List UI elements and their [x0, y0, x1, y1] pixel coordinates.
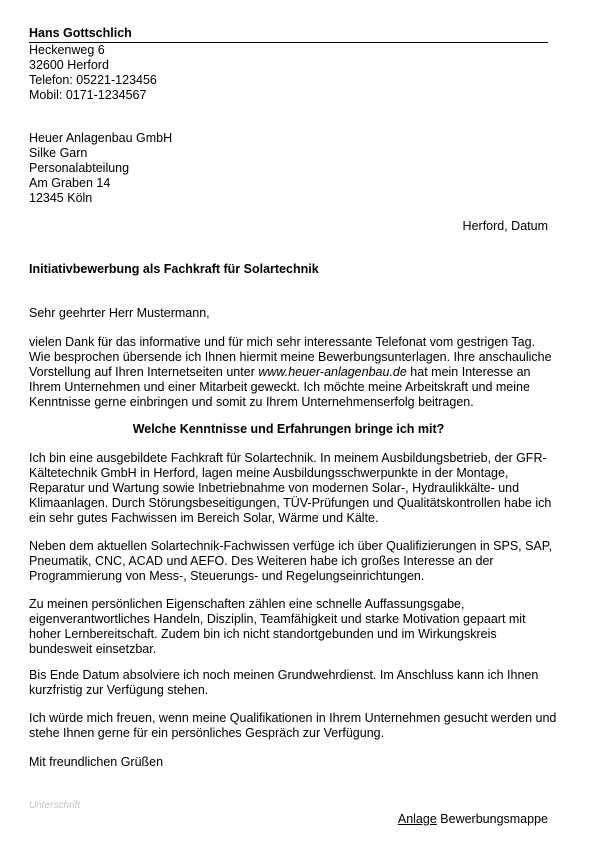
- recipient-contact: Silke Garn: [29, 146, 88, 160]
- place-date: Herford, Datum: [462, 219, 548, 233]
- paragraph-additional-skills: Neben dem aktuellen Solartechnik-Fachwissen verfüge ich über Qualifizierungen in SPS, SAP, Pneumatik, CNC, ACAD und AEFO. Des Weiteren habe ich großes Interesse an der Programmierung von Mess-, Steuerungs- und Regelungseinrichtungen.: [29, 539, 552, 583]
- company-website-link: www.heuer-anlagenbau.de: [258, 365, 407, 379]
- letter-subject: Initiativbewerbung als Fachkraft für Solartechnik: [29, 262, 319, 276]
- sender-address: [29, 43, 157, 103]
- paragraph-qualifications: Ich bin eine ausgebildete Fachkraft für Solartechnik. In meinem Ausbildungsbetrieb, der GFR-Kältetechnik GmbH in Herford, lagen meine Ausbildungsschwerpunkte in der Montage, Reparatur und Wartung sowie Inbetriebnahme von modernen Solar-, Hydraulikkälte- und Klimaanlagen. Durch Störungsbeseitigungen, TÜV-Prüfungen und Qualitätskontrollen habe ich ein sehr gutes Fachwissen im Bereich Solar, Wärme und Kälte.: [29, 451, 552, 525]
- attachment-label: Anlage: [397, 812, 437, 826]
- sender-street: Heckenweg 6: [29, 43, 105, 57]
- attachment-item: Bewerbungsmappe: [440, 812, 548, 826]
- sender-mobile: Mobil: 0171-1234567: [29, 88, 147, 102]
- section-heading: Welche Kenntnisse und Erfahrungen bringe ich mit?: [132, 422, 445, 436]
- attachment-note: [398, 812, 548, 827]
- paragraph-intro-text-b: hat mein Interesse an Ihrem Unternehmen und einer Mitarbeit geweckt. Ich möchte meine Arbeitskraft und meine Kenntnisse gerne einbringen und somit zu Ihrem Unternehmenserfolg beitragen.: [29, 365, 531, 409]
- sender-phone: Telefon: 05221-123456: [29, 73, 157, 87]
- sender-name: Hans Gottschlich: [29, 26, 132, 40]
- closing-greeting: Mit freundlichen Grüßen: [29, 755, 164, 769]
- recipient-address: [29, 131, 172, 206]
- paragraph-availability: Bis Ende Datum absolviere ich noch meinen Grundwehrdienst. Im Anschluss kann ich Ihnen kurzfristig zur Verfügung stehen.: [29, 668, 539, 697]
- paragraph-intro: [29, 335, 559, 410]
- recipient-street: Am Graben 14: [29, 176, 111, 190]
- recipient-department: Personalabteilung: [29, 161, 130, 175]
- recipient-company: Heuer Anlagenbau GmbH: [29, 131, 173, 145]
- sender-city: 32600 Herford: [29, 58, 109, 72]
- paragraph-intro-text-a: vielen Dank für das informative und für mich sehr interessante Telefonat vom gestrigen Tag. Wie besprochen übersende ich Ihnen hiermit meine Bewerbungsunterlagen. Ihre anschauliche Vorstellung auf Ihren Internetseiten unter: [29, 335, 552, 379]
- paragraph-personal-traits: Zu meinen persönlichen Eigenschaften zählen eine schnelle Auffassungsgabe, eigenverantwortliches Handeln, Disziplin, Teamfähigkeit und starke Motivation gepaart mit hoher Lernbereitschaft. Zudem bin ich nicht standortgebunden und im Wirkungskreis bundesweit einsetzbar.: [29, 597, 526, 656]
- salutation: Sehr geehrter Herr Mustermann,: [29, 306, 210, 320]
- recipient-city: 12345 Köln: [29, 191, 93, 205]
- paragraph-closing: Ich würde mich freuen, wenn meine Qualifikationen in Ihrem Unternehmen gesucht werden und stehe Ihnen gerne für ein persönliches Gespräch zur Verfügung.: [29, 711, 557, 740]
- signature-placeholder: Unterschrift: [29, 800, 81, 811]
